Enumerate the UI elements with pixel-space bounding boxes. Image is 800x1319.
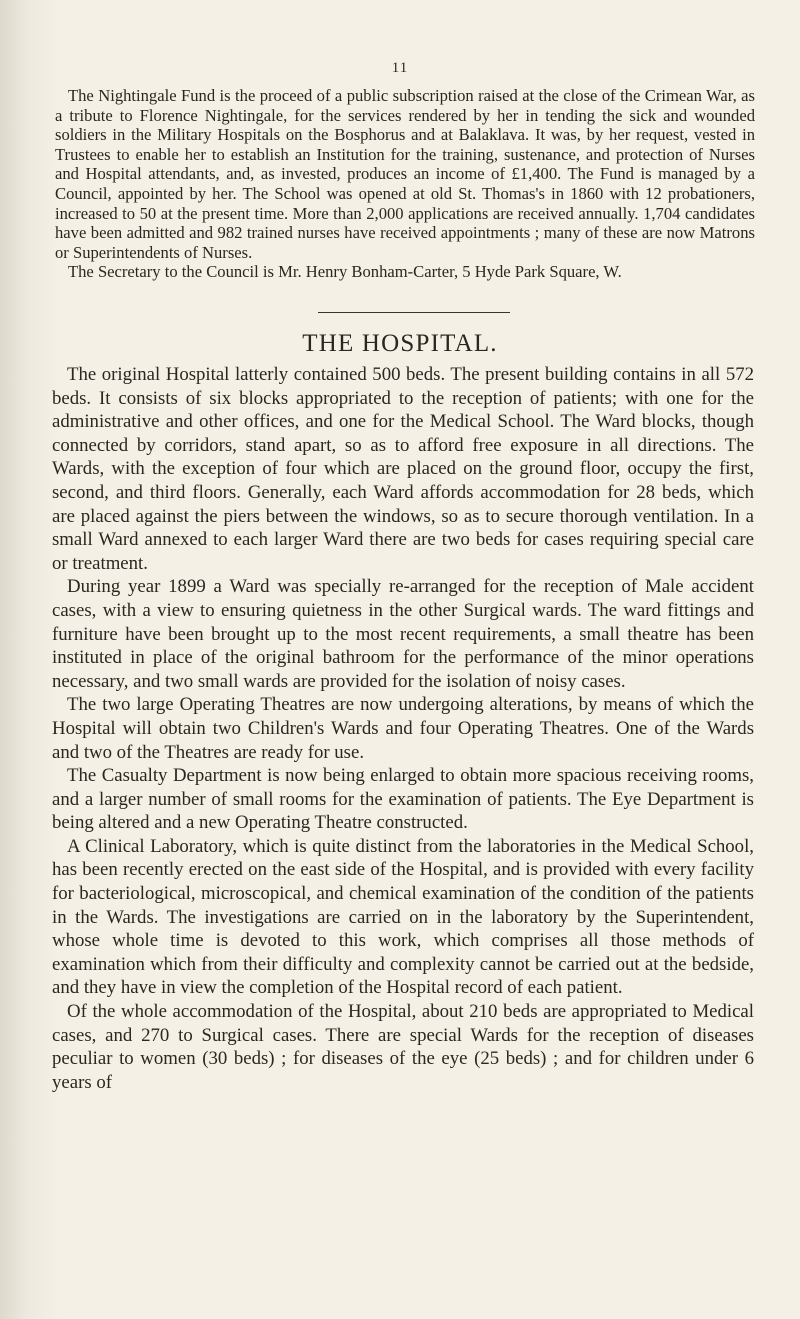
secretary-paragraph: The Secretary to the Council is Mr. Henry Bonham-Carter, 5 Hyde Park Square, W.: [68, 262, 622, 282]
hospital-section: [52, 363, 754, 1094]
page-number: 11: [391, 60, 409, 76]
hospital-paragraph: The Casualty Department is now being enlarged to obtain more spacious receiving rooms, and a larger number of small rooms for the examination of patients. The Eye Department is being altered and a new Operating Theatre constructed.: [52, 765, 754, 834]
hospital-paragraph: A Clinical Laboratory, which is quite distinct from the laboratories in the Medical School, has been recently erected on the east side of the Hospital, and is provided with every facility for bacteriological, microscopical, and chemical examination of the condition of the patients in the Wards. The investigations are carried on in the laboratory by the Superintendent, whose whole time is devoted to this work, which comprises all those methods of examination which from their difficulty and complexity cannot be carried out at the bedside, and they have in view the completion of the Hospital record of each patient.: [52, 835, 754, 999]
hospital-paragraph: Of the whole accommodation of the Hospital, about 210 beds are appropriated to Medical cases, and 270 to Surgical cases. There are special Wards for the reception of diseases peculiar to women (30 beds) ; for diseases of the eye (25 beds) ; and for children under 6 years of: [52, 1001, 754, 1093]
hospital-paragraph: The two large Operating Theatres are now undergoing alterations, by means of which the Hospital will obtain two Children's Wards and four Operating Theatres. One of the Wards and two of the Theatres are ready for use.: [52, 694, 754, 763]
hospital-paragraph: During year 1899 a Ward was specially re-arranged for the reception of Male accident cases, with a view to ensuring quietness in the other Surgical wards. The ward fittings and furniture have been brought up to the most recent requirements, a small theatre has been instituted in place of the original bathroom for the performance of the minor operations necessary, and two small wards are provided for the isolation of noisy cases.: [52, 576, 754, 692]
section-heading: THE HOSPITAL.: [302, 330, 498, 357]
nightingale-fund-paragraph: The Nightingale Fund is the proceed of a public subscription raised at the close of the Crimean War, as a tribute to Florence Nightingale, for the services rendered by her in tending the sick and wounded soldiers in the Military Hospitals on the Bosphorus and at Balaklava. It was, by her request, vested in Trustees to enable her to establish an Institution for the training, sustenance, and protection of Nurses and Hospital attendants, and, as invested, produces an income of £1,400. The Fund is managed by a Council, appointed by her. The School was opened at old St. Thomas's in 1860 with 12 probationers, increased to 50 at the present time. More than 2,000 applications are received annually. 1,704 candidates have been admitted and 982 trained nurses have received appointments ; many of these are now Matrons or Superintendents of Nurses.: [55, 86, 755, 262]
hospital-paragraph: The original Hospital latterly contained 500 beds. The present building contains in all 572 beds. It consists of six blocks appropriated to the reception of patients; with one for the administrative and other offices, and one for the Medical School. The Ward blocks, though connected by corridors, stand apart, so as to afford free exposure in all directions. The Wards, with the exception of four which are placed on the ground floor, occupy the first, second, and third floors. Generally, each Ward affords accommodation for 28 beds, which are placed against the piers between the windows, so as to secure thorough ventilation. In a small Ward annexed to each larger Ward there are two beds for cases requiring special care or treatment.: [52, 364, 754, 574]
section-divider: [318, 312, 510, 313]
nightingale-fund-section: [55, 86, 755, 282]
